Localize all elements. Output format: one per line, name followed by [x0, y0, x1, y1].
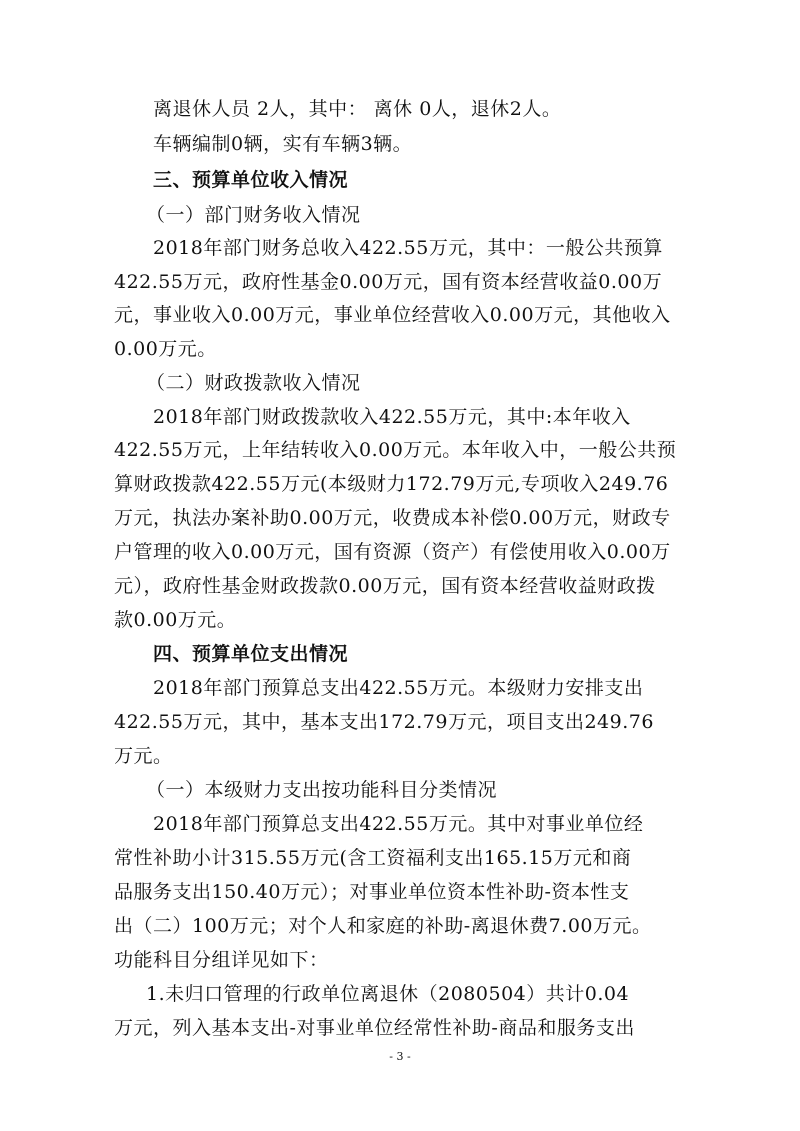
- text-line: 422.55万元，上年结转收入0.00万元。本年收入中，一般公共预: [114, 439, 677, 461]
- text-line: 离退休人员 2人，其中： 离休 0人，退休2人。: [153, 98, 562, 120]
- text-line: 422.55万元，政府性基金0.00万元，国有资本经营收益0.00万: [114, 271, 663, 293]
- text-line: 万元。: [114, 745, 173, 767]
- text-line: 品服务支出150.40万元）；对事业单位资本性补助-资本性支: [114, 881, 630, 903]
- text-line: 元），政府性基金财政拨款0.00万元，国有资本经营收益财政拨: [114, 575, 656, 597]
- text-line: 元，事业收入0.00万元，事业单位经营收入0.00万元，其他收入: [114, 304, 671, 326]
- section-heading: 四、预算单位支出情况: [153, 643, 349, 665]
- text-line: 2018年部门预算总支出422.55万元。本级财力安排支出: [153, 677, 644, 699]
- text-line: 2018年部门财政拨款收入422.55万元，其中:本年收入: [153, 406, 631, 428]
- text-line: 万元，执法办案补助0.00万元，收费成本补偿0.00万元，财政专: [114, 507, 671, 529]
- text-line: 常性补助小计315.55万元(含工资福利支出165.15万元和商: [114, 847, 632, 869]
- text-line: 1.未归口管理的行政单位离退休（2080504）共计0.04: [146, 983, 630, 1005]
- text-line: 出（二）100万元；对个人和家庭的补助-离退休费7.00万元。: [114, 915, 652, 937]
- text-line: 款0.00万元。: [114, 609, 237, 631]
- text-line: 2018年部门财务总收入422.55万元，其中：一般公共预算: [153, 237, 663, 259]
- subsection-heading: （二）财政拨款收入情况: [146, 372, 361, 394]
- text-line: 户管理的收入0.00万元，国有资源（资产）有偿使用收入0.00万: [114, 541, 671, 563]
- text-line: 功能科目分组详见如下：: [114, 949, 329, 971]
- subsection-heading: （一）部门财务收入情况: [146, 204, 361, 226]
- page-number: - 3 -: [389, 1050, 411, 1063]
- text-line: 2018年部门预算总支出422.55万元。其中对事业单位经: [153, 813, 644, 835]
- subsection-heading: （一）本级财力支出按功能科目分类情况: [146, 779, 498, 801]
- text-line: 车辆编制0辆，实有车辆3辆。: [153, 133, 413, 155]
- section-heading: 三、预算单位收入情况: [153, 169, 349, 191]
- text-line: 422.55万元，其中，基本支出172.79万元，项目支出249.76: [114, 711, 654, 733]
- text-line: 0.00万元。: [114, 338, 217, 360]
- text-line: 万元，列入基本支出-对事业单位经常性补助-商品和服务支出: [114, 1017, 635, 1039]
- text-line: 算财政拨款422.55万元(本级财力172.79万元,专项收入249.76: [114, 473, 669, 495]
